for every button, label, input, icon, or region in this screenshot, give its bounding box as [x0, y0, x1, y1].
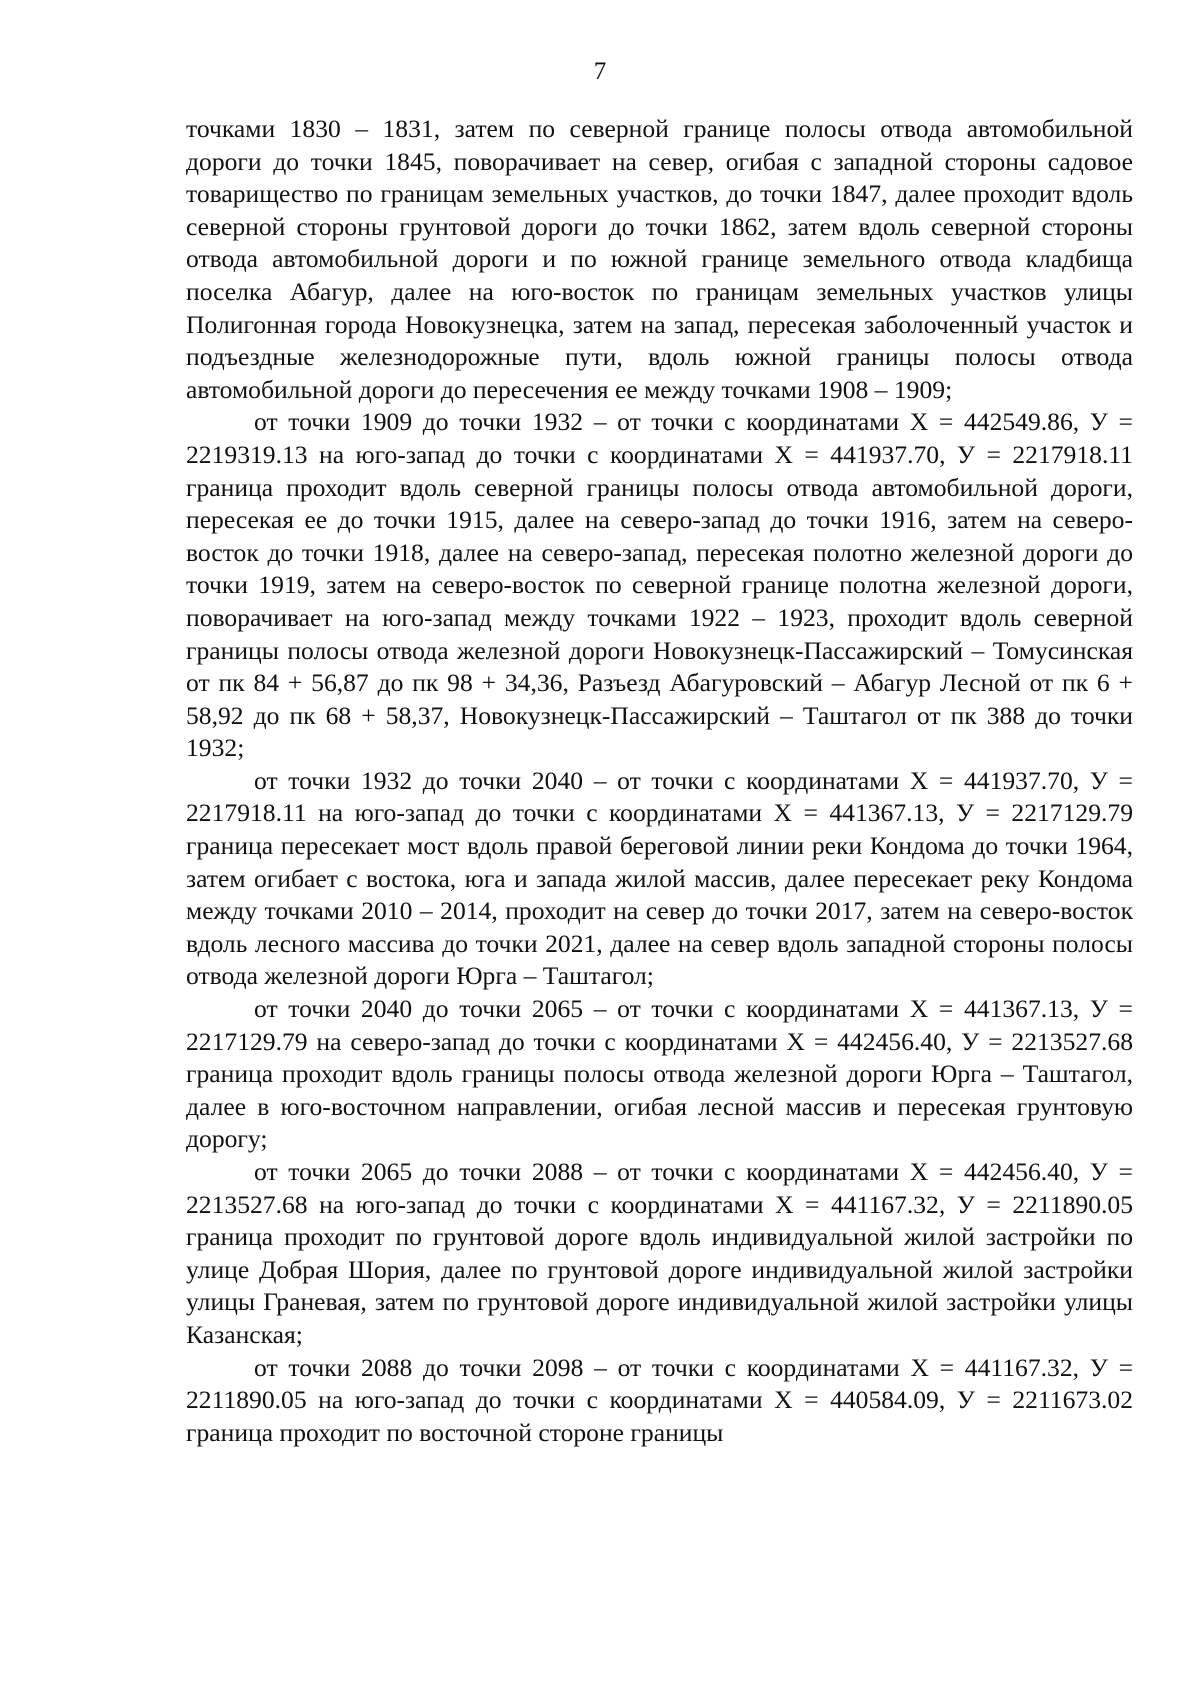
paragraph-1932-2040: от точки 1932 до точки 2040 – от точки с координатами Х = 441937.70, У = 2217918.11 на юго-запад до точки с координатами Х = 441367.13, У = 2217129.79 граница пересекает мост вдоль правой береговой линии реки Кондома до точки 1964, затем огибает с востока, юга и запада жилой массив, далее пересекает реку Кондома между точками 2010 – 2014, проходит на север до точки 2017, затем на северо-восток вдоль лесного массива до точки 2021, далее на север вдоль западной стороны полосы отвода железной дороги Юрга – Таштагол;	[186, 765, 1133, 991]
page-number: 7	[593, 58, 607, 85]
paragraph-2065-2088: от точки 2065 до точки 2088 – от точки с координатами Х = 442456.40, У = 2213527.68 на юго-запад до точки с координатами Х = 441167.32, У = 2211890.05 граница проходит по грунтовой дороге вдоль индивидуальной жилой застройки по улице Добрая Шория, далее по грунтовой дороге индивидуальной жилой застройки улицы Граневая, затем по грунтовой дороге индивидуальной жилой застройки улицы Казанская;	[186, 1157, 1133, 1349]
paragraph-continuation: точками 1830 – 1831, затем по северной границе полосы отвода автомобильной дороги до точки 1845, поворачивает на север, огибая с западной стороны садовое товарищество по границам земельных участков, до точки 1847, далее проходит вдоль северной стороны грунтовой дороги до точки 1862, затем вдоль северной стороны отвода автомобильной дороги и по южной границе земельного отвода кладбища поселка Абагур, далее на юго-восток по границам земельных участков улицы Полигонная города Новокузнецка, затем на запад, пересекая заболоченный участок и подъездные железнодорожные пути, вдоль южной границы полосы отвода автомобильной дороги до пересечения ее между точками 1908 – 1909;	[186, 114, 1133, 404]
paragraph-1909-1932: от точки 1909 до точки 1932 – от точки с координатами Х = 442549.86, У = 2219319.13 на юго-запад до точки с координатами Х = 441937.70, У = 2217918.11 граница проходит вдоль северной границы полосы отвода автомобильной дороги, пересекая ее до точки 1915, далее на северо-запад до точки 1916, затем на северо-восток до точки 1918, далее на северо-запад, пересекая полотно железной дороги до точки 1919, затем на северо-восток по северной границе полотна железной дороги, поворачивает на юго-запад между точками 1922 – 1923, проходит вдоль северной границы полосы отвода железной дороги Новокузнецк-Пассажирский – Томусинская от пк 84 + 56,87 до пк 98 + 34,36, Разъезд Абагуровский – Абагур Лесной от пк 6 + 58,92 до пк 68 + 58,37, Новокузнецк-Пассажирский – Таштагол от пк 388 до точки 1932;	[186, 407, 1133, 763]
paragraph-2040-2065: от точки 2040 до точки 2065 – от точки с координатами Х = 441367.13, У = 2217129.79 на северо-запад до точки с координатами Х = 442456.40, У = 2213527.68 граница проходит вдоль границы полосы отвода железной дороги Юрга – Таштагол, далее в юго-восточном направлении, огибая лесной массив и пересекая грунтовую дорогу;	[186, 994, 1133, 1154]
document-body	[186, 113, 1133, 1449]
paragraph-2088-2098: от точки 2088 до точки 2098 – от точки с координатами Х = 441167.32, У = 2211890.05 на юго-запад до точки с координатами Х = 440584.09, У = 2211673.02 граница проходит по восточной стороне границы	[186, 1352, 1133, 1447]
